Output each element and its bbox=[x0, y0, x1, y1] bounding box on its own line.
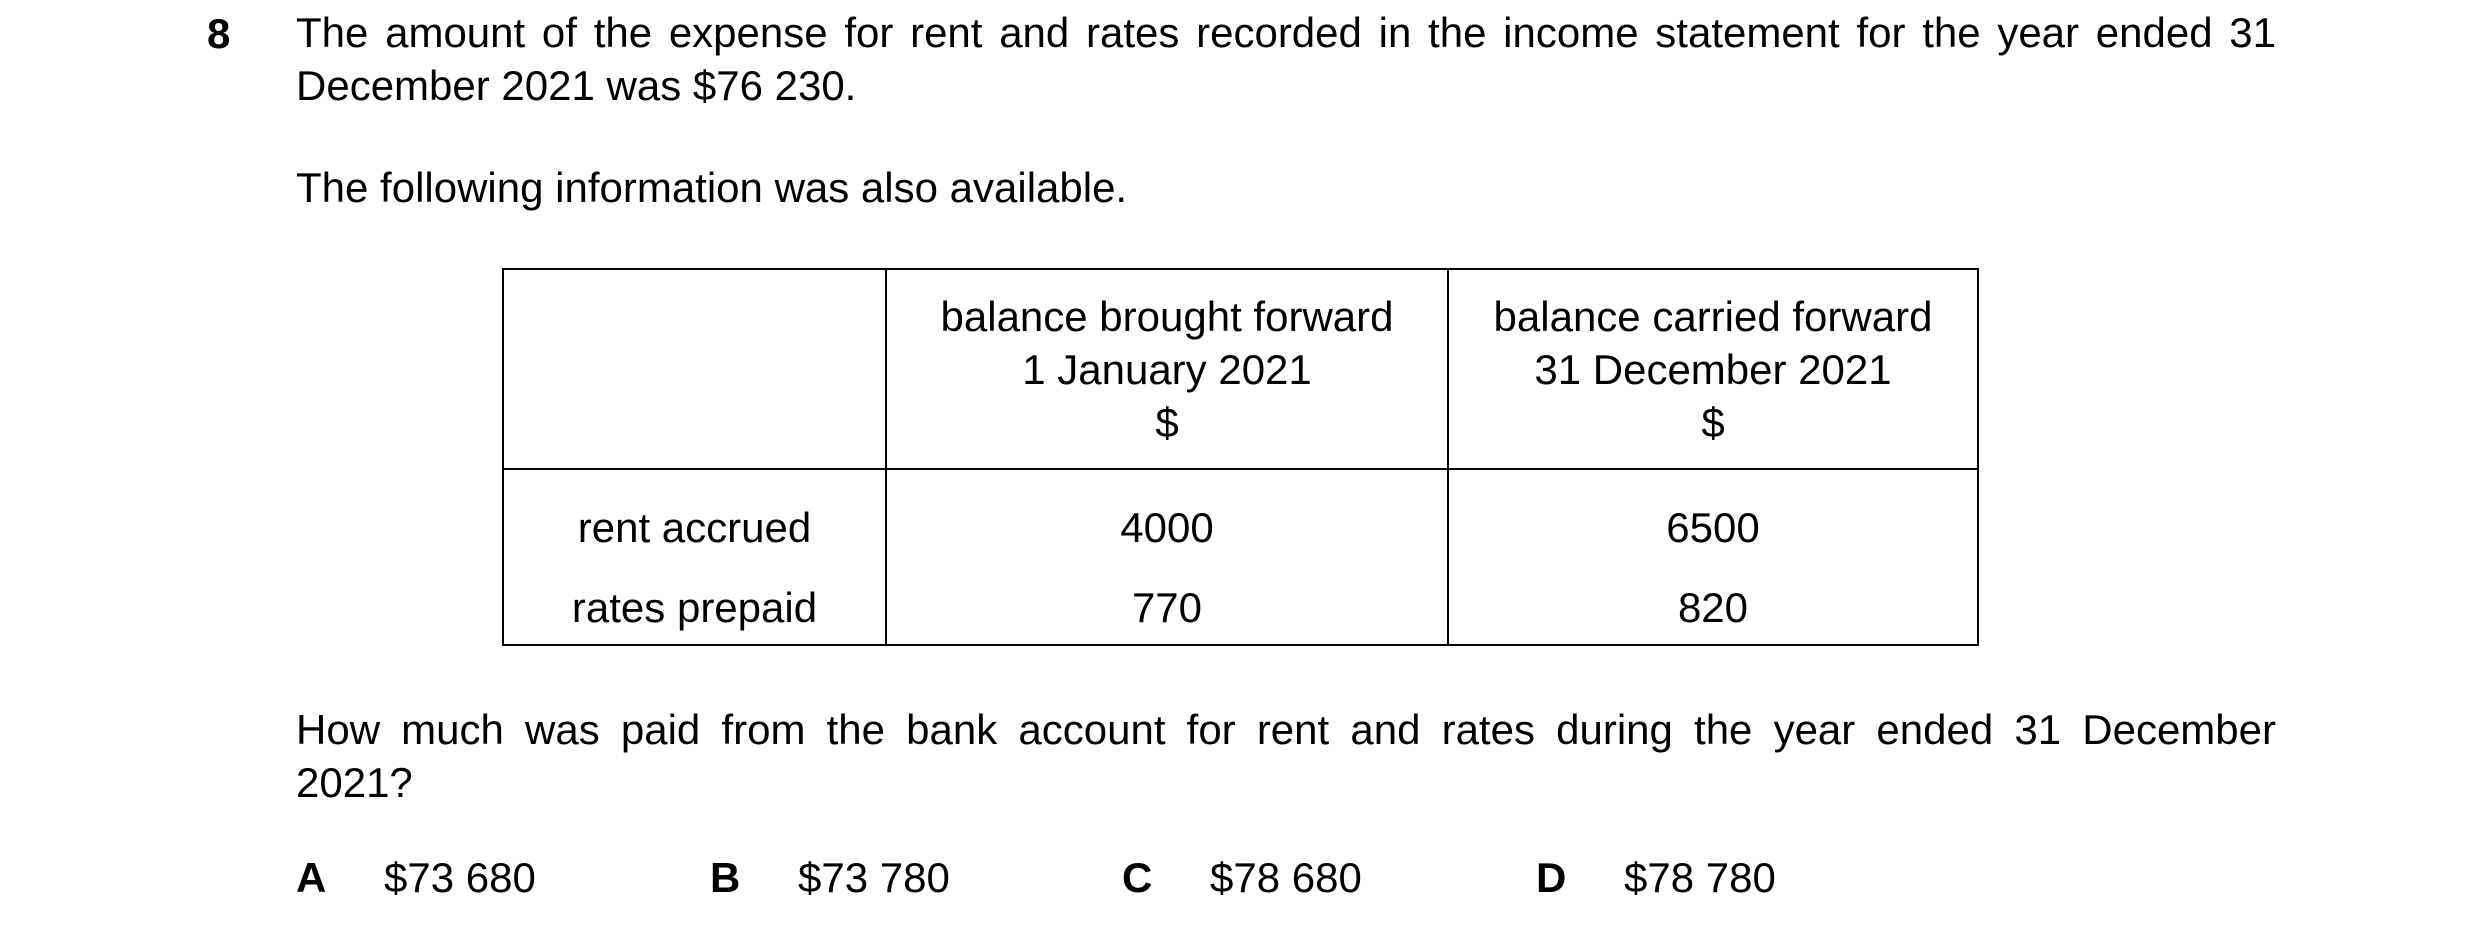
header-brought-forward-unit: $ bbox=[1155, 399, 1179, 446]
header-carried-forward-date: 31 December 2021 bbox=[1534, 346, 1892, 393]
row-label-rates-prepaid: rates prepaid bbox=[503, 581, 886, 645]
question-stem: The amount of the expense for rent and rates recorded in the income statement for the year ended 31 December 2021 was $76 230. bbox=[296, 9, 2276, 109]
option-a-value: $73 680 bbox=[384, 854, 536, 901]
row-label-rent-accrued: rent accrued bbox=[503, 469, 886, 581]
option-b-letter: B bbox=[710, 854, 741, 901]
table-row bbox=[503, 581, 1978, 645]
option-d-letter: D bbox=[1536, 854, 1567, 901]
info-intro-text: The following information was also available. bbox=[296, 164, 1128, 211]
option-b[interactable] bbox=[710, 852, 950, 904]
rates-prepaid-brought-forward: 770 bbox=[886, 581, 1448, 645]
rent-accrued-carried-forward: 6500 bbox=[1448, 469, 1978, 581]
header-brought-forward-title: balance brought forward bbox=[940, 293, 1394, 340]
option-b-value: $73 780 bbox=[798, 854, 950, 901]
option-a[interactable] bbox=[296, 852, 536, 904]
table-row bbox=[503, 469, 1978, 581]
header-brought-forward bbox=[886, 269, 1448, 469]
question-number: 8 bbox=[207, 10, 231, 57]
header-empty-cell bbox=[503, 269, 886, 469]
rent-accrued-brought-forward: 4000 bbox=[886, 469, 1448, 581]
question-prompt: How much was paid from the bank account for rent and rates during the year ended 31 December 2021? bbox=[296, 706, 2276, 806]
table-header-row bbox=[503, 269, 1978, 469]
option-c-value: $78 680 bbox=[1210, 854, 1362, 901]
balances-table bbox=[502, 268, 1979, 646]
header-carried-forward-unit: $ bbox=[1701, 399, 1725, 446]
header-carried-forward bbox=[1448, 269, 1978, 469]
header-carried-forward-title: balance carried forward bbox=[1493, 293, 1933, 340]
rates-prepaid-carried-forward: 820 bbox=[1448, 581, 1978, 645]
option-a-letter: A bbox=[296, 854, 327, 901]
option-d[interactable] bbox=[1536, 852, 1776, 904]
option-c[interactable] bbox=[1122, 852, 1362, 904]
header-brought-forward-date: 1 January 2021 bbox=[1022, 346, 1312, 393]
option-c-letter: C bbox=[1122, 854, 1153, 901]
option-d-value: $78 780 bbox=[1624, 854, 1776, 901]
